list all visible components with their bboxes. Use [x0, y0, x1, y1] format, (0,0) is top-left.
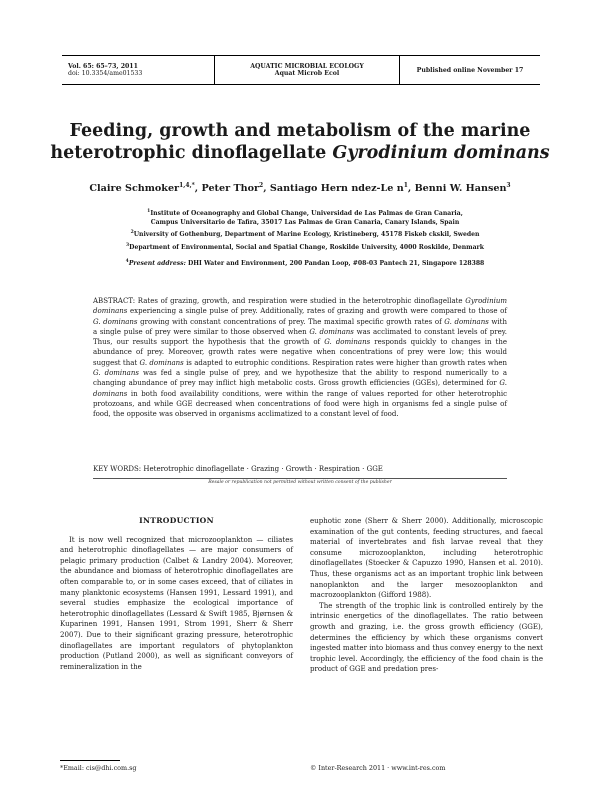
- intro-paragraph-1: It is now well recognized that microzooplankton — ciliates and heterotrophic dinoflagellates — are major consumers of pelagic primary production (Calbet & Landry 2004). Moreover, the abundance and biomass of heterotrophic dinoflagellates are often comparable to, or in some cases exceed, that of ciliates in many planktonic ecosystems (Hansen 1991, Lessard 1991), and several studies emphasize the ecological importance of heterotrophic dinoflagellates (Lessard & Swift 1985, Bjørnsen & Kuparinen 1991, Hansen 1991, Strom 1991, Sherr & Sherr 2007). Due to their significant grazing pressure, heterotrophic dinoflagellates are important regulators of phytoplankton production (Putland 2000), as well as significant conveyors of remineralization in the: [60, 534, 293, 671]
- abstract-species-name: G. dominans: [324, 338, 371, 347]
- abstract-species-name: G. dominans: [93, 369, 139, 378]
- abstract-text: growing with constant concentrations of prey. The maximal specific growth rates of: [137, 317, 445, 326]
- title-line-1: Feeding, growth and metabolism of the marine: [69, 121, 531, 141]
- journal-name: AQUATIC MICROBIAL ECOLOGY: [250, 63, 364, 70]
- author-name: Benni W. Hansen: [414, 183, 507, 195]
- affiliation-mark: 3: [126, 242, 130, 248]
- affiliation-1: [90, 208, 520, 227]
- abstract-text: ABSTRACT: Rates of grazing, growth, and respiration were studied in the heterotrophic dinoflagellate: [93, 297, 466, 305]
- right-column: [310, 516, 543, 675]
- author-name: Peter Thor: [201, 183, 260, 195]
- corresponding-email[interactable]: *Email: cis@dhi.com.sg: [60, 764, 137, 772]
- article-title: [40, 120, 560, 164]
- doi-line[interactable]: doi: 10.3354/ame01533: [68, 70, 143, 77]
- present-address: [90, 258, 520, 269]
- abstract-text: experiencing a single pulse of prey. Additionally, rates of grazing and growth were compared to those of: [127, 307, 507, 316]
- abstract-text: is adapted to eutrophic conditions. Respiration rates were higher than growth rates when: [183, 358, 507, 367]
- author-name: Claire Schmoker: [89, 183, 180, 195]
- footnote-divider: [60, 760, 120, 761]
- affiliations: [90, 208, 520, 271]
- title-species: Gyrodinium dominans: [332, 143, 550, 163]
- affiliation-2: [90, 229, 520, 240]
- abstract-divider: [93, 478, 507, 479]
- abstract-species-name: G. dominans: [139, 358, 184, 367]
- author-separator: ,: [194, 183, 202, 195]
- title-line-2-plain: heterotrophic dinoflagellate: [50, 143, 333, 163]
- author-name: Santiago Hern ndez-Le n: [269, 183, 404, 195]
- abstract-text: with a single pulse of prey were similar to those observed when: [93, 317, 507, 336]
- abstract-text: responds quickly to changes in the abundance of prey. Moreover, growth rates were negative when concentrations of prey were low; this would suggest that: [93, 338, 508, 367]
- author-affiliation-mark: 3: [506, 182, 511, 189]
- affiliation-mark: 2: [130, 230, 134, 236]
- affiliation-3: [90, 242, 520, 253]
- resale-notice: Resale or republication not permitted without written consent of the publisher: [208, 480, 392, 485]
- published-date: Published online November 17: [416, 66, 524, 74]
- header-volume-cell: [62, 56, 215, 84]
- author-separator: ,: [263, 183, 270, 195]
- header-journal-cell: [215, 56, 400, 84]
- abstract-species-name: G. dominans: [309, 327, 354, 336]
- author-list: [40, 182, 560, 194]
- volume-line: Vol. 65: 65–73, 2011: [68, 63, 138, 70]
- affiliation-mark: 4: [125, 259, 129, 265]
- header-published-cell: [400, 56, 540, 84]
- intro-paragraph-3: The strength of the trophic link is controlled entirely by the intrinsic energetics of the dinoflagellates. The ratio between growth and grazing, i.e. the gross growth efficiency (GGE), determines the efficiency by which these organisms convert ingested matter into biomass and thus convey energy to the next trophic level. Accordingly, the efficiency of the food chain is the product of GGE and predation pres-: [310, 600, 543, 674]
- author-affiliation-mark: 1: [403, 182, 408, 189]
- present-address-label: Present address:: [128, 260, 186, 268]
- keywords: KEY WORDS: Heterotrophic dinoflagellate · Grazing · Growth · Respiration · GGE: [93, 465, 383, 473]
- affiliation-text-cont: Campus Universitario de Tafira, 35017 Las Palmas de Gran Canaria, Canary Islands, Spain: [150, 218, 460, 226]
- affiliation-text: Institute of Oceanography and Global Change, Universidad de Las Palmas de Gran Canaria,: [150, 210, 463, 218]
- abstract-species-name: G. dominans: [444, 317, 489, 326]
- affiliation-mark: 1: [147, 209, 151, 214]
- abstract-species-name: Gyrodinium dominans: [93, 297, 507, 316]
- copyright-line: © Inter-Research 2011 · www.int-res.com: [310, 764, 446, 772]
- affiliation-text: University of Gothenburg, Department of Marine Ecology, Kristineberg, 45178 Fiskeb ckskil, Sweden: [133, 231, 480, 239]
- abstract-species-name: G. dominans: [93, 379, 507, 398]
- title-line-2: [40, 142, 560, 164]
- journal-abbrev: Aquat Microb Ecol: [274, 70, 340, 77]
- present-address-text: DHI Water and Environment, 200 Pandan Loop, #08-03 Pantech 21, Singapore 128388: [185, 260, 485, 268]
- introduction-heading: INTRODUCTION: [139, 516, 214, 525]
- abstract-species-name: G. dominans: [93, 317, 138, 326]
- intro-paragraph-2: euphotic zone (Sherr & Sherr 2000). Additionally, microscopic examination of the gut contents, feeding structures, and faecal material of invertebrates and fish larvae reveal that they consume microzooplankton, including heterotrophic dinoflagellates (Stoecker & Capuzzo 1990, Hansen et al. 2010). Thus, these organisms act as an important trophic link between nanoplankton and the larger mesozooplankton and macrozooplankton (Gifford 1988).: [310, 516, 543, 600]
- left-column: [60, 516, 293, 672]
- author-separator: ,: [407, 183, 415, 195]
- journal-header: [62, 55, 540, 85]
- abstract-text: was fed a single pulse of prey, and we hypothesize that the ability to respond numerically to a changing abundance of prey may inflict high metabolic costs. Gross growth efficiencies (GGEs), determined for: [93, 369, 508, 388]
- author-affiliation-mark: 2: [259, 182, 264, 189]
- abstract: [93, 296, 507, 420]
- affiliation-text: Department of Environmental, Social and Spatial Change, Roskilde University, 4000 Roskilde, Denmark: [129, 243, 484, 251]
- abstract-text: was acclimated to constant levels of prey. Thus, our results support the hypothesis that the growth of: [93, 327, 507, 347]
- author-affiliation-mark: 1,4,*: [179, 182, 195, 189]
- abstract-text: in both food availability conditions, were within the range of values reported for other heterotrophic protozoans, and while GGE decreased when concentrations of food were high in organisms fed a single pulse of food, the opposite was observed in organisms acclimatized to a constant level of food.: [93, 389, 507, 419]
